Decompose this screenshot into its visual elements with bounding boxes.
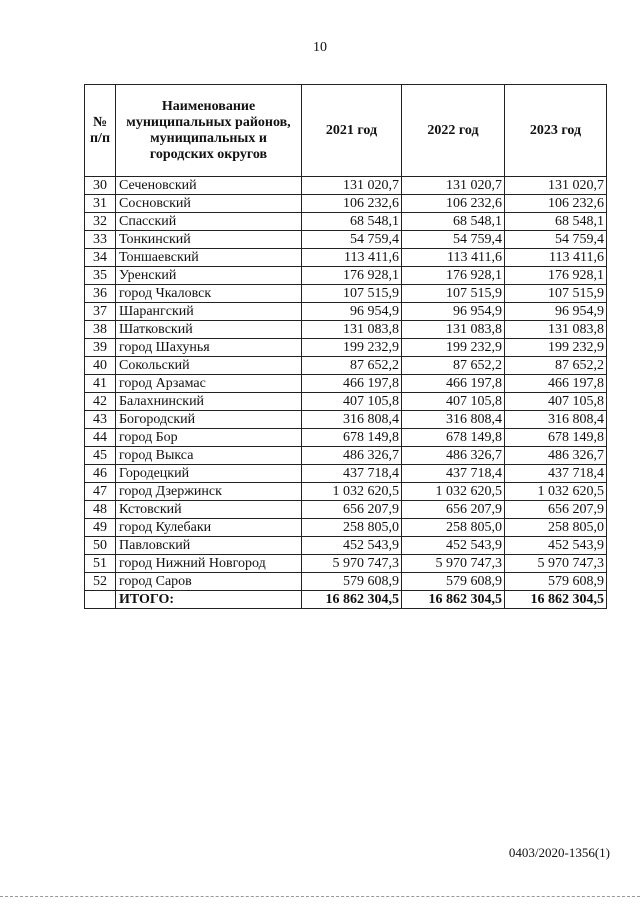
cell-name: Тоншаевский [116,249,302,267]
table-body [85,177,607,609]
table-row [85,501,607,519]
cell-2022: 199 232,9 [402,339,505,357]
cell-2021: 131 020,7 [302,177,402,195]
cell-2022: 68 548,1 [402,213,505,231]
cell-name: Богородский [116,411,302,429]
table-row [85,249,607,267]
page-number: 10 [313,40,327,55]
cell-2023: 96 954,9 [505,303,607,321]
document-code: 0403/2020-1356(1) [508,845,610,860]
cell-2022: 437 718,4 [402,465,505,483]
cell-name: Балахнинский [116,393,302,411]
cell-2023: 199 232,9 [505,339,607,357]
cell-num: 37 [85,303,116,321]
cell-name: город Арзамас [116,375,302,393]
cell-name: Сеченовский [116,177,302,195]
cell-2021: 113 411,6 [302,249,402,267]
cell-name: Кстовский [116,501,302,519]
cell-2021: 131 083,8 [302,321,402,339]
cell-2021: 96 954,9 [302,303,402,321]
cell-name: Спасский [116,213,302,231]
cell-2023: 452 543,9 [505,537,607,555]
table-row [85,357,607,375]
cell-name: город Кулебаки [116,519,302,537]
cell-2023: 106 232,6 [505,195,607,213]
cell-name: Шатковский [116,321,302,339]
table-row [85,555,607,573]
table-row [85,213,607,231]
cell-2022: 258 805,0 [402,519,505,537]
table-row [85,231,607,249]
cell-num: 39 [85,339,116,357]
cell-num: 45 [85,447,116,465]
cell-num: 33 [85,231,116,249]
cell-num: 49 [85,519,116,537]
cell-2021: 5 970 747,3 [302,555,402,573]
cell-name: Тонкинский [116,231,302,249]
cell-name: город Бор [116,429,302,447]
cell-2022: 106 232,6 [402,195,505,213]
cell-name: город Выкса [116,447,302,465]
total-cell-name: ИТОГО: [116,591,302,609]
cell-num: 47 [85,483,116,501]
total-cell-num [85,591,116,609]
cell-num: 40 [85,357,116,375]
cell-name: Городецкий [116,465,302,483]
cell-2023: 54 759,4 [505,231,607,249]
cell-num: 41 [85,375,116,393]
cell-2023: 407 105,8 [505,393,607,411]
cell-2021: 579 608,9 [302,573,402,591]
cell-2023: 176 928,1 [505,267,607,285]
cell-2023: 258 805,0 [505,519,607,537]
cell-2021: 176 928,1 [302,267,402,285]
table-row [85,321,607,339]
cell-2021: 258 805,0 [302,519,402,537]
total-cell-2021: 16 862 304,5 [302,591,402,609]
cell-num: 42 [85,393,116,411]
cell-name: Сокольский [116,357,302,375]
table-row [85,411,607,429]
header-2022: 2022 год [402,85,505,177]
table-row [85,375,607,393]
table-row [85,573,607,591]
cell-num: 46 [85,465,116,483]
cell-2021: 407 105,8 [302,393,402,411]
cell-2023: 579 608,9 [505,573,607,591]
cell-2021: 106 232,6 [302,195,402,213]
cell-2022: 466 197,8 [402,375,505,393]
table-header-row [85,85,607,177]
cell-2023: 316 808,4 [505,411,607,429]
cell-2022: 96 954,9 [402,303,505,321]
cell-2022: 113 411,6 [402,249,505,267]
cell-num: 38 [85,321,116,339]
cell-2022: 176 928,1 [402,267,505,285]
cell-num: 52 [85,573,116,591]
cell-2023: 1 032 620,5 [505,483,607,501]
cell-2022: 407 105,8 [402,393,505,411]
table-row [85,195,607,213]
table-row [85,483,607,501]
cell-2022: 1 032 620,5 [402,483,505,501]
cell-name: Шарангский [116,303,302,321]
table-row [85,339,607,357]
cell-2022: 316 808,4 [402,411,505,429]
cell-2021: 678 149,8 [302,429,402,447]
header-2021: 2021 год [302,85,402,177]
cell-2022: 579 608,9 [402,573,505,591]
header-name: Наименование муниципальных районов, муниципальных и городских округов [116,85,302,177]
cell-2022: 107 515,9 [402,285,505,303]
total-row [85,591,607,609]
cell-2023: 131 083,8 [505,321,607,339]
cell-2023: 656 207,9 [505,501,607,519]
cell-2022: 131 020,7 [402,177,505,195]
table-row [85,519,607,537]
cell-name: город Чкаловск [116,285,302,303]
cell-2023: 107 515,9 [505,285,607,303]
cell-2023: 466 197,8 [505,375,607,393]
cell-name: город Саров [116,573,302,591]
cell-num: 30 [85,177,116,195]
cell-2021: 437 718,4 [302,465,402,483]
cell-2021: 466 197,8 [302,375,402,393]
cell-2021: 107 515,9 [302,285,402,303]
cell-name: Сосновский [116,195,302,213]
cell-num: 35 [85,267,116,285]
cell-2023: 5 970 747,3 [505,555,607,573]
cell-2021: 486 326,7 [302,447,402,465]
cell-2022: 54 759,4 [402,231,505,249]
cell-num: 43 [85,411,116,429]
cell-num: 36 [85,285,116,303]
cell-2022: 5 970 747,3 [402,555,505,573]
cell-2022: 656 207,9 [402,501,505,519]
cell-name: город Шахунья [116,339,302,357]
cell-2023: 87 652,2 [505,357,607,375]
table-row [85,447,607,465]
table-row [85,303,607,321]
cell-2023: 678 149,8 [505,429,607,447]
cell-2022: 87 652,2 [402,357,505,375]
cell-2021: 316 808,4 [302,411,402,429]
cell-num: 50 [85,537,116,555]
cell-2023: 486 326,7 [505,447,607,465]
table-row [85,285,607,303]
table-row [85,537,607,555]
cell-2022: 131 083,8 [402,321,505,339]
table-row [85,393,607,411]
scan-edge-line [0,896,640,898]
cell-name: Уренский [116,267,302,285]
header-num: № п/п [85,85,116,177]
cell-name: город Нижний Новгород [116,555,302,573]
cell-2021: 656 207,9 [302,501,402,519]
cell-num: 48 [85,501,116,519]
header-2023: 2023 год [505,85,607,177]
cell-2022: 452 543,9 [402,537,505,555]
budget-table [84,84,607,609]
cell-num: 31 [85,195,116,213]
cell-2022: 678 149,8 [402,429,505,447]
table-row [85,267,607,285]
cell-2023: 131 020,7 [505,177,607,195]
total-cell-2023: 16 862 304,5 [505,591,607,609]
cell-2022: 486 326,7 [402,447,505,465]
cell-2021: 452 543,9 [302,537,402,555]
table-row [85,177,607,195]
total-cell-2022: 16 862 304,5 [402,591,505,609]
cell-2023: 68 548,1 [505,213,607,231]
table-row [85,429,607,447]
cell-num: 34 [85,249,116,267]
table-row [85,465,607,483]
cell-num: 44 [85,429,116,447]
cell-2021: 54 759,4 [302,231,402,249]
cell-2021: 199 232,9 [302,339,402,357]
cell-2021: 1 032 620,5 [302,483,402,501]
cell-num: 51 [85,555,116,573]
cell-2021: 87 652,2 [302,357,402,375]
cell-2023: 437 718,4 [505,465,607,483]
cell-2023: 113 411,6 [505,249,607,267]
cell-name: Павловский [116,537,302,555]
cell-2021: 68 548,1 [302,213,402,231]
cell-name: город Дзержинск [116,483,302,501]
cell-num: 32 [85,213,116,231]
